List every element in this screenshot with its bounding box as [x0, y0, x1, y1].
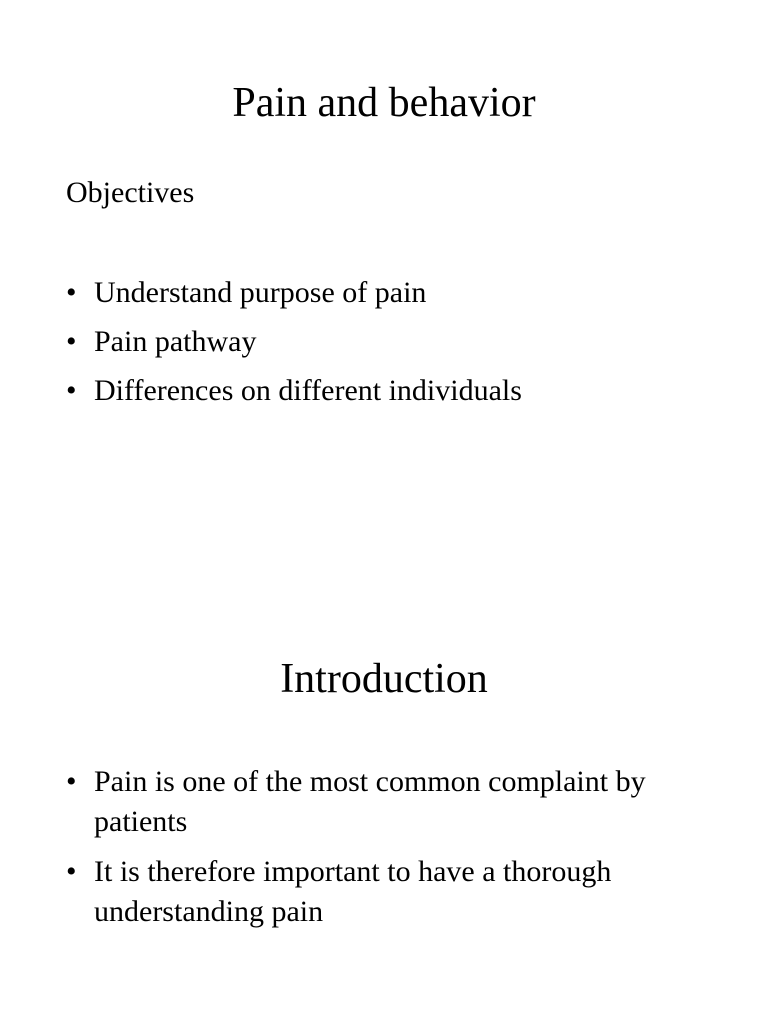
list-item-text: Differences on different individuals: [94, 374, 522, 407]
list-item-text: Pain pathway: [94, 325, 257, 358]
list-item-text: Understand purpose of pain: [94, 276, 427, 309]
objectives-list: [66, 275, 706, 422]
bullet-icon: •: [66, 765, 77, 798]
list-item: [66, 324, 706, 360]
list-item: [66, 762, 706, 842]
list-item: [66, 852, 706, 932]
bullet-icon: •: [66, 325, 77, 358]
list-item: [66, 275, 706, 311]
objectives-heading: Objectives: [66, 176, 195, 209]
list-item: [66, 373, 706, 409]
slide-title: Introduction: [280, 656, 488, 702]
list-item-text: It is therefore important to have a thorough understanding pain: [94, 855, 612, 928]
slide-introduction: [0, 512, 768, 1024]
bullet-icon: •: [66, 855, 77, 888]
list-item-text: Pain is one of the most common complaint by patients: [94, 765, 646, 838]
bullet-icon: •: [66, 276, 77, 309]
slide-title: Pain and behavior: [232, 80, 536, 126]
bullet-icon: •: [66, 374, 77, 407]
introduction-list: [66, 762, 706, 942]
